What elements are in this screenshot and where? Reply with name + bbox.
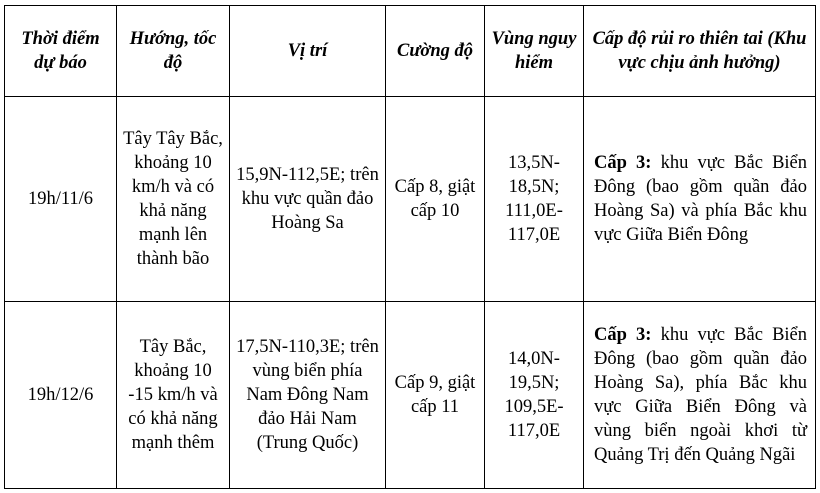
- header-risk: Cấp độ rủi ro thiên tai (Khu vực chịu ảnh hưởng): [584, 6, 816, 97]
- header-position: Vị trí: [230, 6, 386, 97]
- risk-area: khu vực Bắc Biển Đông (bao gồm quần đảo Hoàng Sa) và phía Bắc khu vực Giữa Biển Đông: [594, 153, 808, 246]
- table-row: [5, 302, 816, 489]
- risk-area: khu vực Bắc Biển Đông (bao gồm quần đảo Hoàng Sa), phía Bắc khu vực Giữa Biển Đông và vùng biển ngoài khơi từ Quảng Trị đến Quảng Ngãi: [594, 325, 808, 466]
- cell-position: 17,5N-110,3E; trên vùng biển phía Nam Đông Nam đảo Hải Nam (Trung Quốc): [230, 302, 386, 489]
- cell-direction: Tây Tây Bắc, khoảng 10 km/h và có khả năng mạnh lên thành bão: [117, 97, 230, 302]
- cell-danger-zone: 14,0N-19,5N; 109,5E-117,0E: [485, 302, 584, 489]
- cell-risk: [584, 97, 816, 302]
- risk-level: Cấp 3:: [594, 325, 652, 346]
- cell-time: 19h/12/6: [5, 302, 117, 489]
- cell-risk: [584, 302, 816, 489]
- cell-position: 15,9N-112,5E; trên khu vực quần đảo Hoàng Sa: [230, 97, 386, 302]
- cell-time: 19h/11/6: [5, 97, 117, 302]
- table-row: [5, 97, 816, 302]
- risk-level: Cấp 3:: [594, 153, 652, 174]
- cell-danger-zone: 13,5N-18,5N; 111,0E-117,0E: [485, 97, 584, 302]
- header-time: Thời điểm dự báo: [5, 6, 117, 97]
- header-danger-zone: Vùng nguy hiểm: [485, 6, 584, 97]
- header-row: [5, 6, 816, 97]
- cell-intensity: Cấp 9, giật cấp 11: [386, 302, 485, 489]
- forecast-table: [4, 5, 816, 489]
- header-intensity: Cường độ: [386, 6, 485, 97]
- cell-intensity: Cấp 8, giật cấp 10: [386, 97, 485, 302]
- cell-direction: Tây Bắc, khoảng 10 -15 km/h và có khả năng mạnh thêm: [117, 302, 230, 489]
- header-direction: Hướng, tốc độ: [117, 6, 230, 97]
